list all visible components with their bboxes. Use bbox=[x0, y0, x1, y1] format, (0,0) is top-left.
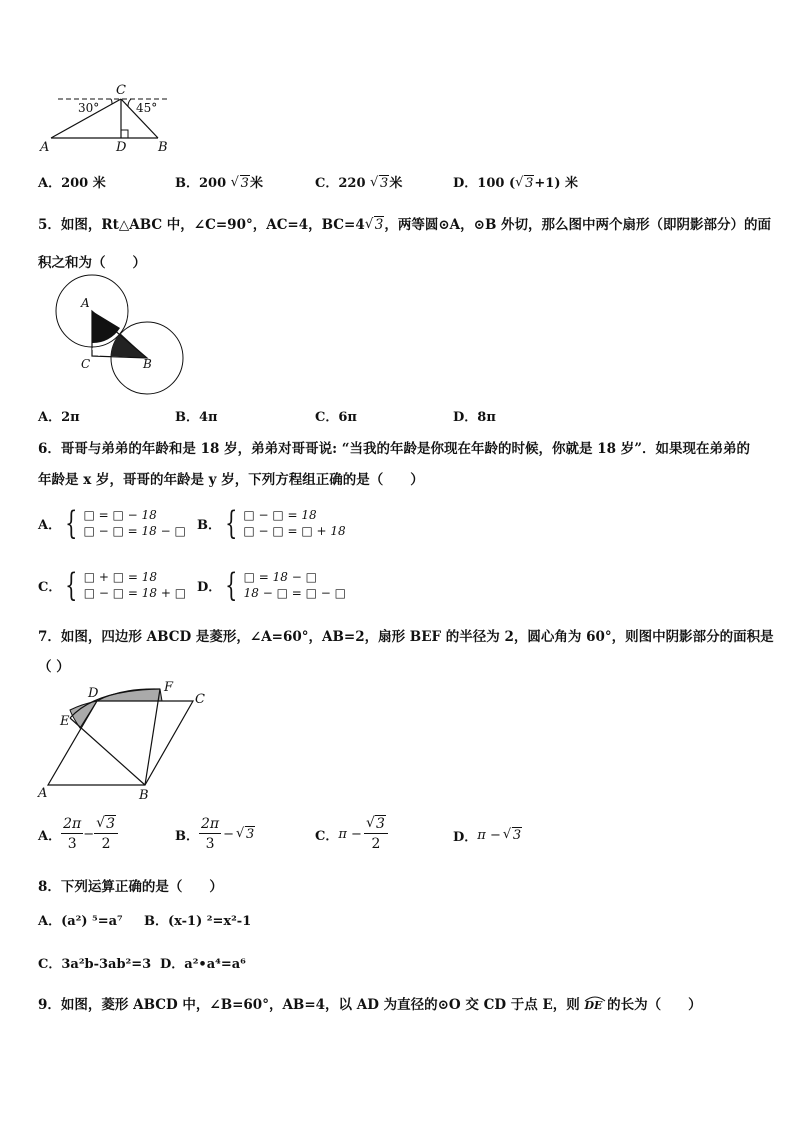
q6-option-b: B． { □ − □ = 18 □ − □ = □ + 18 bbox=[197, 504, 346, 542]
arc-icon bbox=[584, 995, 606, 1001]
q5-label-c: C bbox=[81, 357, 91, 371]
q6-stem-line2: 年龄是 x 岁，哥哥的年龄是 y 岁，下列方程组正确的是（ ） bbox=[38, 472, 424, 488]
q7-label-d: D bbox=[88, 686, 99, 701]
q4-label-angle45: 45° bbox=[136, 101, 158, 115]
q8-stem: 8．下列运算正确的是（ ） bbox=[38, 879, 223, 895]
q9-stem: 9．如图，菱形 ABCD 中，∠B=60°，AB=4，以 AD 为直径的⊙O 交 CD 于点 E，则 DE 的长为（ ） bbox=[38, 997, 702, 1013]
q7-label-e: E bbox=[60, 714, 70, 729]
q7-label-f: F bbox=[164, 680, 174, 695]
q7-option-d: D． π − √ 3 bbox=[453, 826, 522, 845]
q5-option-b: B．4π bbox=[175, 410, 218, 425]
q5-option-a: A．2π bbox=[38, 410, 80, 425]
q5-label-b: B bbox=[143, 357, 152, 371]
q7-label-b: B bbox=[139, 788, 149, 803]
q7-option-a: A． $\frac{2\pi}{3}$ − √ $\frac{3}{2}$ bbox=[38, 815, 118, 853]
q7-label-c: C bbox=[195, 692, 205, 707]
q9-arc-de: DE bbox=[584, 995, 602, 1012]
q6-stem-line1: 6．哥哥与弟弟的年龄和是 18 岁，弟弟对哥哥说: “当我的年龄是你现在年龄的时候，你就是 18 岁”．如果现在弟弟的 bbox=[38, 441, 750, 457]
q4-option-b: B．200 √ 3米 bbox=[175, 172, 263, 191]
q7-radius-be bbox=[70, 718, 145, 785]
q8-option-c: C．3a²b-3ab²=3 bbox=[38, 957, 152, 972]
q8-option-d: D．a²•a⁴=a⁶ bbox=[160, 957, 246, 972]
q4-label-b: B bbox=[158, 140, 168, 155]
q4-option-a: A．200 米 bbox=[38, 176, 106, 191]
q7-stem-line2: （ ） bbox=[38, 659, 70, 675]
q7-stem-line1: 7．如图，四边形 ABCD 是菱形，∠A=60°，AB=2，扇形 BEF 的半径为 2，圆心角为 60°，则图中阴影部分的面积是 bbox=[38, 629, 774, 645]
q4-label-d: D bbox=[116, 140, 127, 155]
q8-option-a: A．(a²) ⁵=a⁷ bbox=[38, 914, 123, 929]
q6-option-c: C． { □ + □ = 18 □ − □ = 18 + □ bbox=[38, 566, 187, 604]
q6-option-a: A． { □ = □ − 18 □ − □ = 18 − □ bbox=[38, 504, 186, 542]
q4-label-c: C bbox=[116, 83, 126, 98]
q5-stem-line1: 5．如图，Rt△ABC 中，∠C=90°，AC=4，BC=4√ 3，两等圆⊙A，⊙B 外切，那么图中两个扇形（即阴影部分）的面 bbox=[38, 213, 771, 233]
q5-option-c: C．6π bbox=[315, 410, 357, 425]
q8-option-b: B．(x-1) ²=x²-1 bbox=[144, 914, 252, 929]
q7-option-b: B． $\frac{2\pi}{3}$ − √ 3 bbox=[175, 815, 255, 853]
q7-radius-bf bbox=[145, 689, 160, 785]
q5-label-a: A bbox=[81, 296, 90, 310]
q7-option-c: C． π − √ $\frac{3}{2}$ bbox=[315, 815, 388, 853]
q4-option-c: C．220 √ 3米 bbox=[315, 172, 402, 191]
q7-label-a: A bbox=[38, 786, 48, 801]
q4-label-angle30: 30° bbox=[78, 101, 100, 115]
q4-label-a: A bbox=[40, 140, 50, 155]
q5-option-d: D．8π bbox=[453, 410, 496, 425]
q6-option-d: D． { □ = 18 − □ 18 − □ = □ − □ bbox=[197, 566, 346, 604]
q4-option-d: D．100 (√ 3+1) 米 bbox=[453, 172, 578, 191]
q5-stem-line2: 积之和为（ ） bbox=[38, 255, 146, 271]
